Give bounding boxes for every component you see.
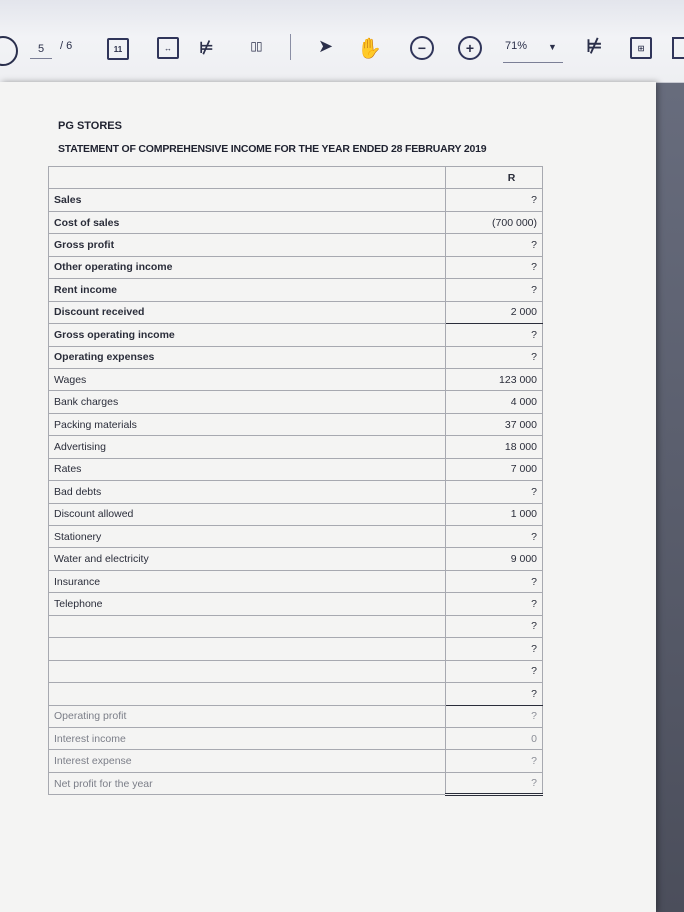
circle-back-icon[interactable] <box>0 36 18 66</box>
row-value: 37 000 <box>446 413 543 435</box>
fit-page-icon[interactable]: 11 <box>107 38 129 60</box>
fit-width-icon[interactable]: ↔ <box>157 37 179 59</box>
row-value: ? <box>446 481 543 503</box>
table-row <box>49 772 543 794</box>
table-row <box>49 683 543 705</box>
row-label <box>49 615 446 637</box>
toolbar-divider <box>290 34 291 60</box>
chevron-down-icon[interactable]: ▼ <box>548 42 557 52</box>
row-value: ? <box>446 346 543 368</box>
table-row <box>49 368 543 390</box>
row-value: ? <box>446 526 543 548</box>
row-label: Operating expenses <box>49 346 446 368</box>
row-value: 7 000 <box>446 458 543 480</box>
row-label: Rates <box>49 458 446 480</box>
table-row <box>49 234 543 256</box>
row-label: Cost of sales <box>49 211 446 233</box>
table-row <box>49 458 543 480</box>
zoom-level-input[interactable]: 71% <box>505 40 528 52</box>
row-value: ? <box>446 324 543 346</box>
header-label-cell <box>49 167 446 189</box>
row-label: Advertising <box>49 436 446 458</box>
row-value: 0 <box>446 727 543 749</box>
zoom-underline <box>503 62 563 63</box>
table-row <box>49 705 543 727</box>
row-label: Stationery <box>49 526 446 548</box>
row-label: Net profit for the year <box>49 772 446 794</box>
table-row <box>49 526 543 548</box>
rotate-icon[interactable]: ⊭ <box>199 40 214 57</box>
row-label: Interest income <box>49 727 446 749</box>
row-value: ? <box>446 660 543 682</box>
row-value: ? <box>446 615 543 637</box>
row-value: ? <box>446 234 543 256</box>
row-value: ? <box>446 256 543 278</box>
row-label: Bank charges <box>49 391 446 413</box>
table-row <box>49 615 543 637</box>
row-value: ? <box>446 638 543 660</box>
row-value: ? <box>446 279 543 301</box>
table-row <box>49 413 543 435</box>
row-value: ? <box>446 750 543 772</box>
table-row <box>49 324 543 346</box>
row-value: ? <box>446 593 543 615</box>
row-label: Water and electricity <box>49 548 446 570</box>
row-label: Gross profit <box>49 234 446 256</box>
row-value: (700 000) <box>446 211 543 233</box>
row-label: Rent income <box>49 279 446 301</box>
table-row <box>49 256 543 278</box>
row-value: 1 000 <box>446 503 543 525</box>
panel-icon[interactable] <box>672 37 684 59</box>
table-row <box>49 660 543 682</box>
row-label: Interest expense <box>49 750 446 772</box>
row-value: ? <box>446 772 543 794</box>
row-value: ? <box>446 683 543 705</box>
select-arrow-icon[interactable]: ➤ <box>318 36 334 56</box>
tools-icon[interactable]: ⊭ <box>586 36 603 56</box>
pdf-toolbar <box>0 0 684 83</box>
row-label: Operating profit <box>49 705 446 727</box>
row-label <box>49 660 446 682</box>
table-row <box>49 391 543 413</box>
row-label: Wages <box>49 368 446 390</box>
hand-icon[interactable]: ✋ <box>357 38 382 60</box>
zoom-in-icon[interactable]: + <box>458 36 482 60</box>
table-row <box>49 750 543 772</box>
row-label: Other operating income <box>49 256 446 278</box>
two-page-icon[interactable]: ▯▯ <box>250 39 262 53</box>
table-row <box>49 638 543 660</box>
company-name: PG STORES <box>58 120 122 132</box>
row-value: ? <box>446 705 543 727</box>
table-row <box>49 570 543 592</box>
table-row <box>49 189 543 211</box>
table-row <box>49 727 543 749</box>
row-value: 4 000 <box>446 391 543 413</box>
row-label: Telephone <box>49 593 446 615</box>
row-label: Insurance <box>49 570 446 592</box>
zoom-out-icon[interactable]: − <box>410 36 434 60</box>
income-statement-table <box>48 166 543 796</box>
row-label <box>49 638 446 660</box>
table-row <box>49 301 543 323</box>
document-page <box>0 82 656 912</box>
table-row <box>49 548 543 570</box>
share-icon[interactable]: ⊞ <box>630 37 652 59</box>
row-label: Sales <box>49 189 446 211</box>
currency-header: R <box>446 167 543 189</box>
page-number-input[interactable]: 5 <box>30 40 52 59</box>
row-label: Discount allowed <box>49 503 446 525</box>
row-value: 123 000 <box>446 368 543 390</box>
page-total: / 6 <box>60 40 73 52</box>
row-value: 18 000 <box>446 436 543 458</box>
row-label: Bad debts <box>49 481 446 503</box>
row-value: 9 000 <box>446 548 543 570</box>
row-label <box>49 683 446 705</box>
table-row <box>49 481 543 503</box>
row-value: ? <box>446 570 543 592</box>
row-value: ? <box>446 189 543 211</box>
statement-heading: STATEMENT OF COMPREHENSIVE INCOME FOR THE YEAR ENDED 28 FEBRUARY 2019 <box>58 143 487 155</box>
table-row <box>49 593 543 615</box>
table-row <box>49 436 543 458</box>
table-header-row <box>49 167 543 189</box>
row-label: Gross operating income <box>49 324 446 346</box>
table-row <box>49 211 543 233</box>
table-row <box>49 503 543 525</box>
row-label: Discount received <box>49 301 446 323</box>
row-value: 2 000 <box>446 301 543 323</box>
row-label: Packing materials <box>49 413 446 435</box>
table-row <box>49 346 543 368</box>
table-row <box>49 279 543 301</box>
